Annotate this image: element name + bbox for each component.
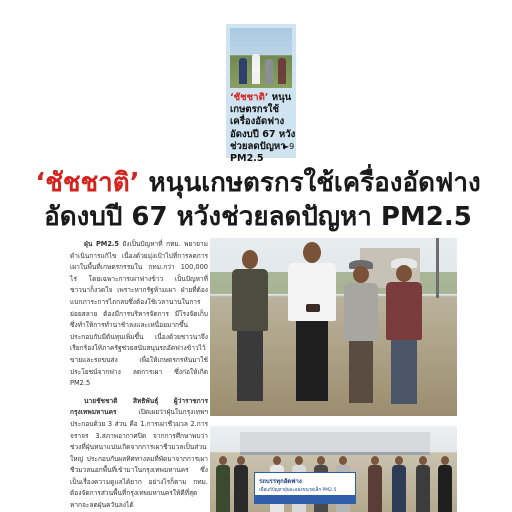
tent-canopy xyxy=(240,432,430,455)
person-shirt xyxy=(386,282,422,340)
teaser-person xyxy=(265,59,273,84)
paragraph-lead: ฝุ่น PM2.5 xyxy=(84,240,120,248)
person-head xyxy=(395,456,403,465)
person-governor xyxy=(288,242,336,416)
person-head xyxy=(396,265,412,282)
person-farmer xyxy=(344,260,378,416)
person-body xyxy=(438,465,452,512)
teaser-person xyxy=(278,58,286,84)
banner xyxy=(254,472,356,504)
teaser-headline xyxy=(230,92,296,165)
person-trousers xyxy=(349,341,373,403)
person xyxy=(368,456,382,512)
paragraph-text: เปิดเผยว่าฝุ่นในกรุงเทพฯ ประกอบด้วย 3 ส่วน คือ 1.การเผาชีวมวล 2.การจราจร 3.สภาพอากาศปิด จากการศึกษาพบว่าช่วงที่ฝุ่นหนาแน่นเกิดจากการเผาชีวมวลเป็นส่วนใหญ่ ประกอบกับผลทิศทางลมที่พัดมาจากการเผาชีวมวลนอกพื้นที่เข้ามาในกรุงเทพมหานคร ซึ่งเป็นเรื่องความดูแลได้ยาก อย่างไรก็ตาม กทม. ต้องจัดการส่วนพื้นที่กรุงเทพมหานครให้ดีที่สุด หากจะลดฝุ่นควันลงได้ xyxy=(70,408,208,510)
teaser-page-ref[interactable]: ►9 xyxy=(283,142,295,151)
teaser-box xyxy=(226,24,296,165)
utility-pole xyxy=(436,238,439,298)
paragraph xyxy=(70,239,208,390)
person-head xyxy=(273,456,281,465)
article-body xyxy=(70,239,208,512)
person-head xyxy=(353,266,369,283)
teaser-person xyxy=(239,58,247,84)
paragraph-text: ยังเป็นปัญหาที่ กทม. พยายามดำเนินการแก้ไข เนื่องด้วยมุ่งเป้าไปที่การลดการเผาในพื้นที่เกษตรกรรมใน กทม.กว่า 100,000 ไร่ โดยเฉพาะการเผาฟางข้าว เป็นปัญหาที่ชาวนาก็งวดใจ เพราะหากรัฐห้ามเผา ฝ่ายที่ต้องแบกภาระการไถกลบซึ่งต้องใช้เวลานานในการย่อยสลาย ต้องมีการบริหารจัดการ มีโรงจัดเก็บซึ่งทำให้การทำนาช้าลงและเหนื่อยมากขึ้น ประกอบกับมีต้นทุนเพิ่มขึ้น เนื่องด้วยชาวนาจึงเรียกร้องให้ภาครัฐช่วยสนับสนุนรถอัดฟางข้าวไว้ขายและรถขนส่ง เพื่อให้เกษตรกรหันมาใช้ประโยชน์จากฟาง ลดการเผา ซึ่งก่อให้เกิด PM2.5 xyxy=(70,240,208,388)
person xyxy=(392,456,406,512)
person-trousers xyxy=(296,321,328,401)
paragraph xyxy=(70,396,208,512)
person-head xyxy=(219,456,227,465)
teaser-headline-rest: หนุนเกษตรกรใช้เครื่องอัดฟางอัดงบปี 67 หวังช่วยลดปัญหา PM2.5 xyxy=(230,92,296,165)
teaser-headline-name: ‘ชัชชาติ’ xyxy=(230,92,269,103)
headline-name: ‘ชัชชาติ’ xyxy=(35,168,140,198)
person-trousers xyxy=(237,331,263,401)
person xyxy=(216,456,230,512)
headline-line-2: อัดงบปี 67 หวังช่วยลดปัญหา PM2.5 xyxy=(44,202,472,232)
banner-title: รถบรรทุกอัดฟาง xyxy=(259,478,302,485)
person-head xyxy=(419,456,427,465)
person-head xyxy=(317,456,325,465)
person-head xyxy=(339,456,347,465)
person-shirt xyxy=(232,269,268,331)
person xyxy=(234,456,248,512)
person-farmer xyxy=(232,250,268,416)
person-shirt xyxy=(344,283,378,341)
person-body xyxy=(368,465,382,512)
person-body xyxy=(392,465,406,512)
person-official xyxy=(386,258,422,416)
person-body xyxy=(234,465,248,512)
banner-stripe xyxy=(255,495,355,503)
person-head xyxy=(242,250,258,269)
teaser-photo xyxy=(230,28,292,88)
person-head xyxy=(237,456,245,465)
person-head xyxy=(295,456,303,465)
main-photo xyxy=(210,238,457,416)
headline-line-1-rest: หนุนเกษตรกรใช้เครื่องอัดฟาง xyxy=(139,168,481,198)
person-head xyxy=(441,456,449,465)
person-item xyxy=(306,304,320,312)
person-head xyxy=(303,242,321,263)
person-trousers xyxy=(391,340,417,404)
person-body xyxy=(416,465,430,512)
person xyxy=(416,456,430,512)
headline-line-1 xyxy=(18,166,498,200)
teaser-person xyxy=(252,54,260,84)
person-shirt xyxy=(288,263,336,321)
secondary-photo xyxy=(210,426,457,512)
paragraph-lead: นายชัชชาติ สิทธิพันธุ์ ผู้ว่าราชการกรุงเทพมหานคร xyxy=(70,396,208,417)
person-head xyxy=(371,456,379,465)
banner-subtitle: เพื่อแก้ปัญหาฝุ่นละอองขนาดเล็ก PM2.5 xyxy=(259,488,337,493)
person-body xyxy=(216,465,230,512)
person xyxy=(438,456,452,512)
